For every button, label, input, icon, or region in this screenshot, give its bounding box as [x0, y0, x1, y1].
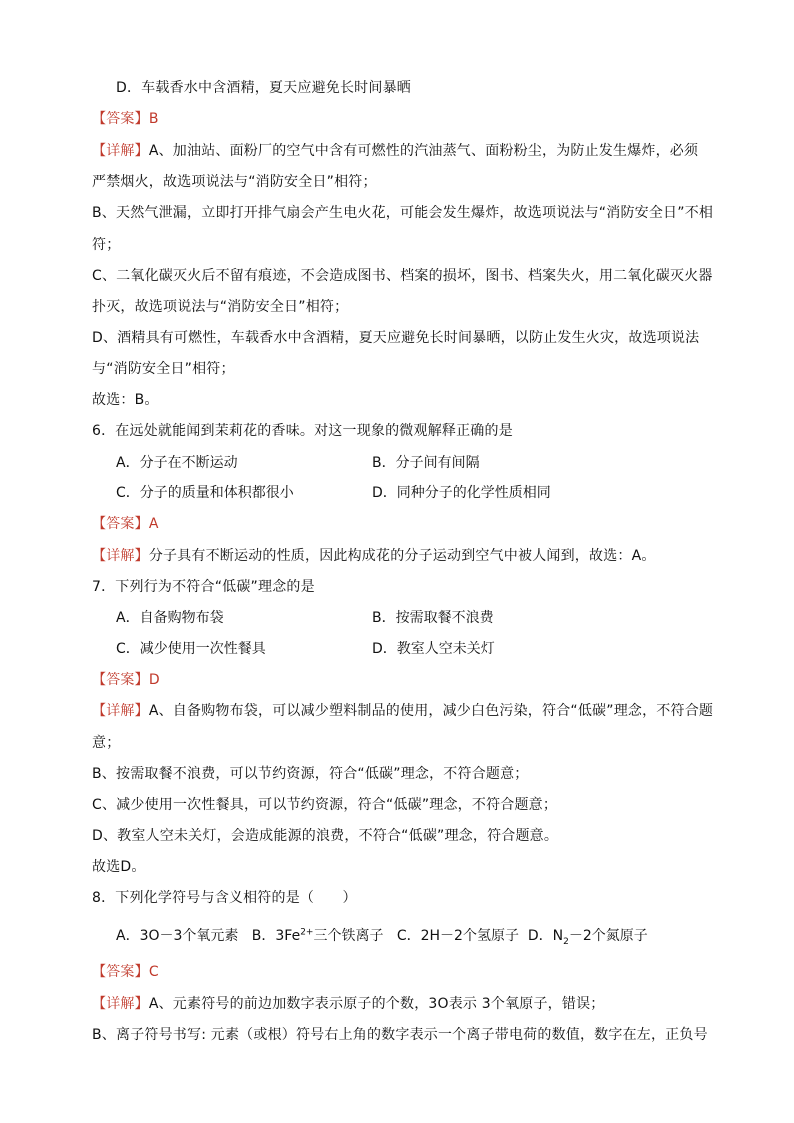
- q8-option-d-text: D．N: [527, 928, 564, 944]
- q7-option-a: A．自备购物布袋: [116, 610, 224, 626]
- q7-stem: 7．下列行为不符合“低碳”理念的是: [92, 579, 315, 595]
- q7-option-d: D．教室人空未关灯: [372, 641, 495, 657]
- q7-conclusion: 故选D。: [92, 859, 146, 875]
- q6-detail-line: [92, 546, 712, 566]
- q5-detail-a-line1: [92, 141, 712, 161]
- q8-detail-a: A、元素符号的前边加数字表示原子的个数，3O表示 3个氧原子，错误；: [148, 996, 605, 1012]
- q8-option-a: A．3O－3个氧元素: [116, 928, 239, 944]
- q8-option-b-text: B．3Fe: [251, 928, 301, 944]
- q8-option-d: [527, 928, 648, 947]
- q5-detail-a1: A、加油站、面粉厂的空气中含有可燃性的汽油蒸气、面粉粉尘，为防止发生爆炸，必须: [148, 143, 699, 159]
- q8-option-c: C．2H－2个氢原子: [396, 928, 519, 944]
- answer-tag: 【答案】: [92, 672, 149, 688]
- q6-answer: A: [148, 516, 159, 532]
- q5-detail-d-line1: D、酒精具有可燃性，车载香水中含酒精，夏天应避免长时间暴晒，以防止发生火灾，故选项说法: [92, 330, 700, 346]
- q6-option-c: C．分子的质量和体积都很小: [116, 485, 294, 501]
- q6-detail: 分子具有不断运动的性质，因此构成花的分子运动到空气中被人闻到，故选：A。: [148, 548, 656, 564]
- q7-detail-a1: A、自备购物布袋，可以减少塑料制品的使用，减少白色污染，符合“低碳”理念，不符合题: [148, 703, 714, 719]
- q7-detail-a-line1: [92, 701, 712, 721]
- answer-tag: 【答案】: [92, 964, 149, 980]
- q7-detail-d: D、教室人空未关灯，会造成能源的浪费，不符合“低碳”理念，符合题意。: [92, 828, 559, 844]
- detail-tag: 【详解】: [92, 703, 149, 719]
- q5-detail-c-line1: C、二氧化碳灭火后不留有痕迹，不会造成图书、档案的损坏，图书、档案失火，用二氧化碳灭火器: [92, 268, 713, 284]
- q5-detail-d-line2: 与“消防安全日”相符；: [92, 361, 235, 377]
- q7-option-c: C．减少使用一次性餐具: [116, 641, 266, 657]
- q5-detail-b-line2: 符；: [92, 237, 121, 253]
- q5-detail-b-line1: B、天然气泄漏，立即打开排气扇会产生电火花，可能会发生爆炸，故选项说法与“消防安全日”不相: [92, 205, 714, 221]
- q7-detail-c: C、减少使用一次性餐具，可以节约资源，符合“低碳”理念，不符合题意；: [92, 797, 558, 813]
- detail-tag: 【详解】: [92, 143, 149, 159]
- q7-answer-line: [92, 670, 712, 690]
- q5-detail-a-line2: 严禁烟火，故选项说法与“消防安全日”相符；: [92, 174, 377, 190]
- q8-answer-line: [92, 962, 712, 982]
- q5-conclusion: 故选：B。: [92, 392, 159, 408]
- q8-detail-b: B、离子符号书写: 元素（或根）符号右上角的数字表示一个离子带电荷的数值，数字在左，正负号: [92, 1027, 708, 1043]
- q6-option-d: D．同种分子的化学性质相同: [372, 485, 551, 501]
- q6-option-b: B．分子间有间隔: [372, 455, 480, 471]
- q5-option-d: D．车载香水中含酒精，夏天应避免长时间暴晒: [116, 80, 411, 96]
- q6-answer-line: [92, 514, 712, 534]
- q8-option-b: [252, 928, 384, 944]
- q7-answer: D: [148, 672, 160, 688]
- q8-stem: 8．下列化学符号与含义相符的是（ ）: [92, 890, 357, 906]
- answer-tag: 【答案】: [92, 516, 149, 532]
- q8-option-b-charge: 2+: [300, 927, 314, 938]
- q8-option-d-meaning: －2个氮原子: [568, 928, 648, 944]
- q8-option-b-meaning: 三个铁离子: [313, 928, 384, 944]
- q7-detail-b: B、按需取餐不浪费，可以节约资源，符合“低碳”理念，不符合题意；: [92, 766, 529, 782]
- q7-detail-a-line2: 意；: [92, 735, 121, 751]
- q5-detail-c-line2: 扑灭，故选项说法与“消防安全日”相符；: [92, 299, 349, 315]
- detail-tag: 【详解】: [92, 548, 149, 564]
- q8-option-d-subscript: 2: [563, 936, 569, 947]
- q8-answer: C: [148, 964, 159, 980]
- q6-stem: 6．在远处就能闻到茉莉花的香味。对这一现象的微观解释正确的是: [92, 423, 513, 439]
- answer-tag: 【答案】: [92, 111, 149, 127]
- q8-detail-a-line: [92, 994, 712, 1014]
- q7-option-b: B．按需取餐不浪费: [372, 610, 494, 626]
- q5-answer-line: [92, 109, 712, 129]
- q5-answer: B: [148, 111, 159, 127]
- q6-option-a: A．分子在不断运动: [116, 455, 238, 471]
- detail-tag: 【详解】: [92, 996, 149, 1012]
- q8-options-row: [116, 926, 648, 946]
